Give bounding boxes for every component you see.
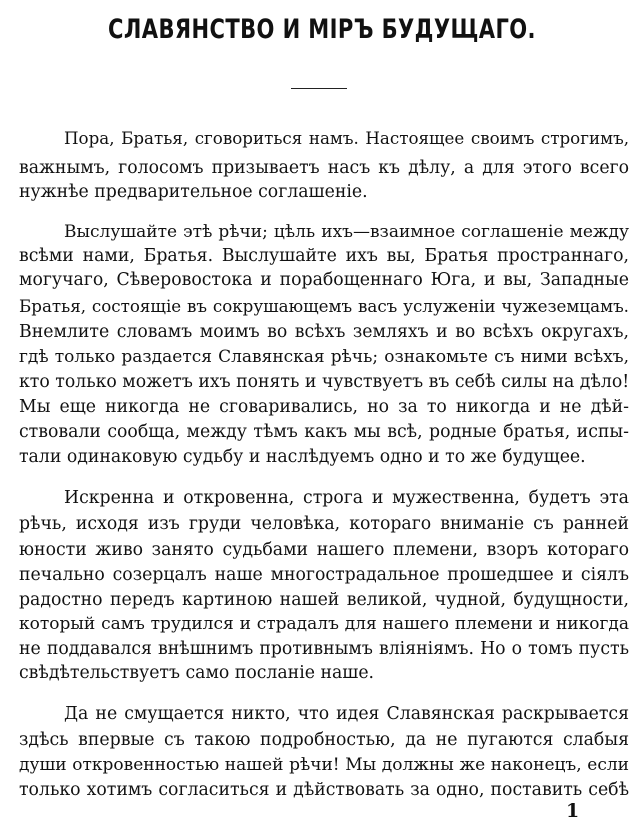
paragraph-4-line-1: Да не смущается никто, что идея Славянская раскрывается — [64, 704, 629, 724]
paragraph-2-line-5: Внемлите словамъ моимъ во всѣхъ земляхъ и во всѣхъ округахъ, — [19, 322, 629, 342]
paragraph-2-line-8: Мы еще никогда не сговаривались, но за то никогда и не дѣй- — [19, 397, 629, 417]
paragraph-4-line-3: души откровенностью нашей рѣчи! Мы должны же наконецъ, если — [19, 755, 629, 775]
paragraph-3-line-4: печально созерцалъ наше многострадальное прошедшее и сіялъ — [19, 565, 629, 585]
paragraph-2-line-2: всѣми нами, Братья. Выслушайте ихъ вы, Братья пространнаго, — [19, 246, 629, 266]
paragraph-4-line-4: только хотимъ согласиться и дѣйствовать за одно, поставить себѣ — [19, 780, 629, 800]
paragraph-4-line-2: здѣсь впервые съ такою подробностью, да не пугаются слабыя — [19, 730, 629, 750]
paragraph-3-line-2: рѣчь, исходя изъ груди человѣка, котораго вниманіе съ ранней — [19, 514, 629, 534]
paragraph-2-line-1: Выслушайте этѣ рѣчи; цѣль ихъ—взаимное соглашеніе между — [64, 222, 629, 242]
paragraph-3-line-3: юности живо занято судьбами нашего племени, взоръ котораго — [19, 540, 629, 560]
paragraph-1-line-3: нужнѣе предварительное соглашеніе. — [19, 182, 368, 202]
paragraph-2-line-9: ствовали сообща, между тѣмъ какъ мы всѣ, родные братья, испы- — [19, 422, 629, 442]
paragraph-3-line-5: радостно передъ картиною нашей великой, чудной, будущности, — [19, 590, 629, 610]
paragraph-2-line-3: могучаго, Сѣверовостока и порабощеннаго Юга, и вы, Западные — [19, 270, 629, 290]
paragraph-2-line-6: гдѣ только раздается Славянская рѣчь; ознакомьте съ ними всѣхъ, — [19, 347, 629, 367]
paragraph-3-line-8: свѣдѣтельствуетъ само посланіе наше. — [19, 663, 375, 683]
page-number: 1 — [566, 800, 580, 822]
paragraph-3-line-6: который самъ трудился и страдалъ для нашего племени и никогда — [19, 614, 629, 634]
title-divider — [291, 88, 347, 89]
paragraph-3-line-1: Искренна и откровенна, строга и мужественна, будетъ эта — [64, 488, 629, 508]
paragraph-2-line-4: Братья, состоящіе въ сокрушающемъ васъ услуженіи чужеземцамъ. — [19, 296, 629, 316]
paragraph-2-line-7: кто только можетъ ихъ понять и чувствуетъ въ себѣ силы на дѣло! — [19, 372, 630, 392]
paragraph-1-line-1: Пора, Братья, сговориться намъ. Настоящее своимъ строгимъ, — [64, 128, 629, 148]
paragraph-3-line-7: не поддавался внѣшнимъ противнымъ вліяніямъ. Но о томъ пусть — [19, 639, 629, 659]
page-title: СЛАВЯНСТВО И МІРЪ БУДУЩАГО. — [108, 14, 536, 45]
paragraph-1-line-2: важнымъ, голосомъ призываетъ насъ къ дѣлу, а для этого всего — [19, 158, 629, 178]
paragraph-2-line-10: тали одинаковую судьбу и наслѣдуемъ одно и то же будущее. — [19, 447, 586, 467]
